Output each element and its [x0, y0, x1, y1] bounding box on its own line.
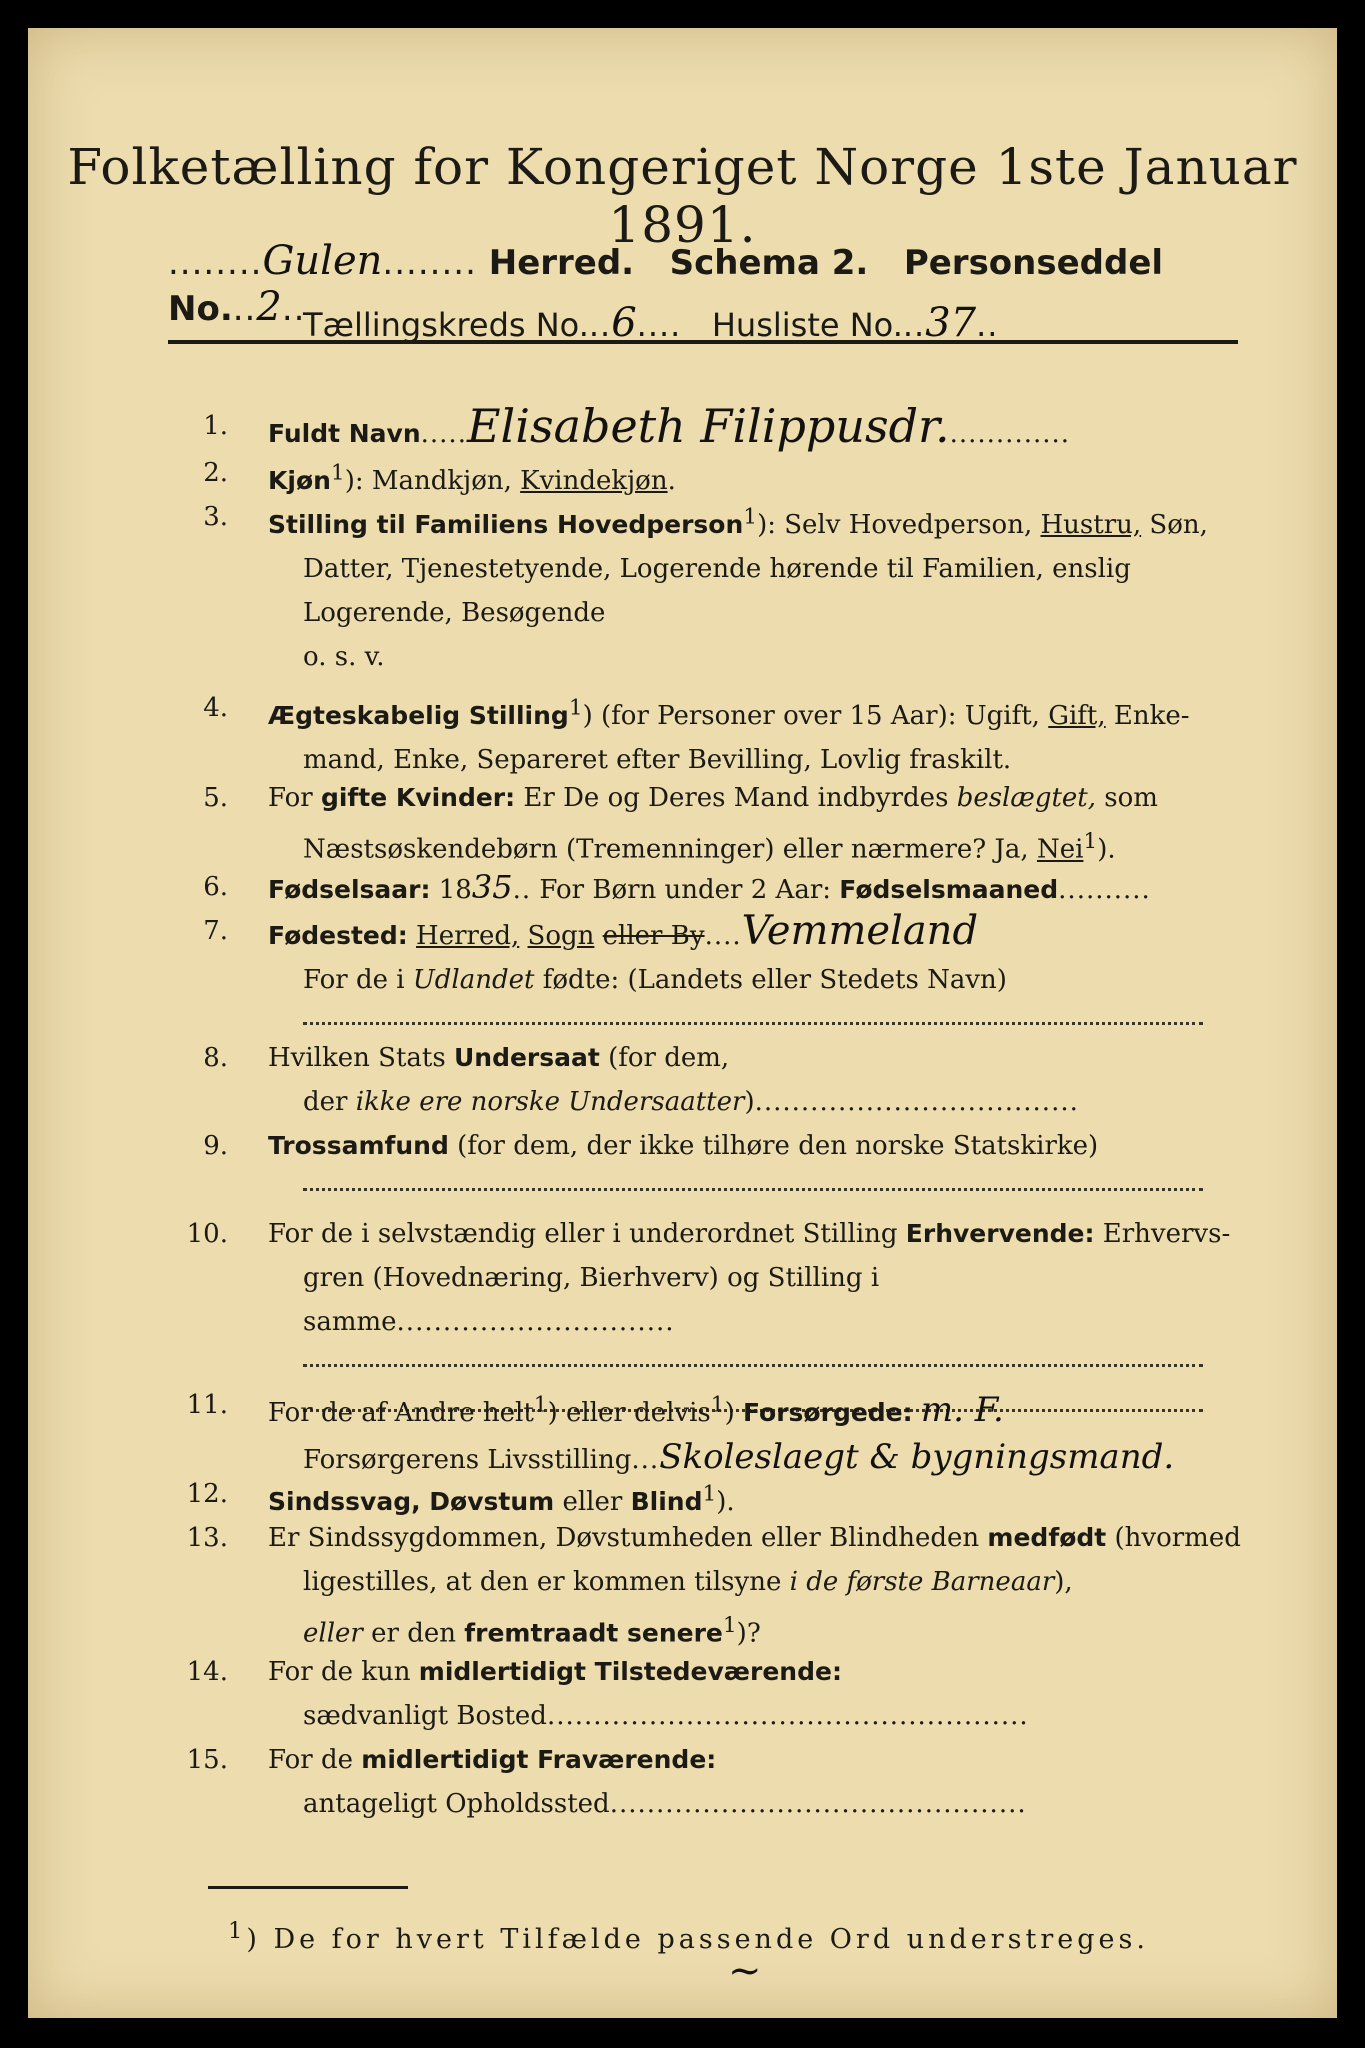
question-text: Hvilken Stats [268, 1043, 446, 1073]
question-text: (for dem, [608, 1043, 730, 1073]
question-number: 6. [203, 872, 228, 902]
question-text: Logerende, Besøgende [303, 597, 606, 628]
question-text: ikke ere norske Undersaatter [355, 1087, 745, 1117]
question-text: Enke- [1113, 700, 1190, 731]
question-label: Ægteskabelig Stilling [268, 700, 569, 730]
footnote-ref: 1 [330, 460, 345, 485]
birth-year-handwritten: 35 [471, 868, 513, 906]
question-label: Fødested: [268, 921, 408, 950]
question-text: ), [1054, 1567, 1073, 1597]
husliste-label: Husliste No. [711, 306, 903, 344]
question-label: Trossamfund [268, 1131, 449, 1160]
question-text: For de af Andre helt [268, 1397, 534, 1428]
question-label: medfødt [987, 1523, 1107, 1552]
footnote-rule [208, 1886, 408, 1889]
question-7: 7. Fødested: Herred, Sogn eller By....Vemmeland For de i Udlandet fødte: (Landets eller Stedets Navn) [168, 909, 1248, 1025]
question-text: fødte: (Landets eller Stedets Navn) [542, 965, 1007, 995]
question-label: fremtraadt senere [464, 1618, 723, 1648]
question-text: ligestilles, at den er kommen tilsyne [303, 1567, 782, 1597]
underlined-option: Gift, [1048, 700, 1106, 731]
struck-option: eller By [602, 921, 705, 951]
question-text: Næstsøskendebørn (Tremenninger) eller nærmere? Ja, [303, 834, 1029, 865]
question-text: Erhvervs- [1102, 1219, 1231, 1249]
question-text: eller [562, 1486, 623, 1517]
question-text: ). [716, 1486, 735, 1517]
underlined-option: Hustru, [1040, 509, 1142, 540]
question-text: sædvanligt Bosted [303, 1701, 547, 1731]
question-text: (hvormed [1114, 1523, 1241, 1553]
question-text: Udlandet [412, 965, 535, 995]
herred-label: Herred. [488, 243, 635, 283]
question-9 [168, 1124, 1248, 1191]
question-text: Søn, [1149, 509, 1208, 540]
provider-occupation-handwritten: Skoleslaegt & bygningsmand. [659, 1436, 1175, 1477]
question-label: Sindssvag, Døvstum [268, 1486, 555, 1516]
question-text: i de første Barneaar [789, 1567, 1055, 1597]
question-text: Datter, Tjenestetyende, Logerende hørende til Familien, enslig [303, 553, 1131, 584]
underlined-option: Herred, [416, 921, 520, 951]
provided-handwritten: m. F. [920, 1389, 1004, 1430]
question-text: ). [1097, 834, 1116, 865]
question-text: For [268, 783, 313, 813]
dotted-line [303, 1168, 1203, 1191]
question-label: gifte Kvinder: [320, 783, 516, 812]
question-text: ) (for Personer over 15 Aar): Ugift, [582, 700, 1040, 731]
question-label: Fuldt Navn [268, 419, 421, 448]
kreds-number: 6 [611, 300, 637, 346]
question-text: ) [744, 1087, 755, 1117]
question-number: 11. [186, 1390, 228, 1420]
footnote-ref: 1 [722, 1613, 737, 1638]
schema-label: Schema 2. [669, 243, 869, 283]
question-text: der [303, 1087, 348, 1117]
question-text: )? [736, 1618, 761, 1649]
question-text: gren (Hovednæring, Bierhverv) og Stilling i samme [303, 1263, 880, 1337]
footnote-ref: 1 [568, 695, 583, 720]
question-text: o. s. v. [303, 641, 385, 672]
footnote-ref: 1 [743, 504, 758, 529]
question-number: 4. [203, 693, 228, 723]
question-text: For de i selvstændig eller i underordnet Stilling [268, 1219, 898, 1249]
underlined-option: Sogn [527, 921, 595, 951]
footnote-ref: 1 [710, 1392, 725, 1417]
question-number: 5. [203, 783, 228, 813]
footnote-ref: 1 [702, 1481, 717, 1506]
question-14: 14. For de kun midlertidigt Tilstedeværende: sædvanligt Bosted.................................................... [168, 1650, 1248, 1738]
name-handwritten: Elisabeth Filippusdr. [466, 399, 950, 453]
question-text: Forsørgerens Livsstilling [303, 1444, 632, 1475]
underlined-option: Kvindekjøn [520, 465, 668, 496]
dotted-line [303, 1344, 1203, 1367]
question-text: For de kun [268, 1657, 411, 1687]
question-13 [168, 1516, 1248, 1656]
birthplace-handwritten: Vemmeland [741, 908, 979, 954]
question-11: 11. For de af Andre helt$^1$) eller delvis$^1$) Forsørgede: m. F. Forsørgerens Livsstilling...Skoleslaegt & bygningsmand. [168, 1383, 1248, 1482]
question-text: som [1104, 783, 1158, 813]
pen-mark-icon: ~ [728, 1948, 762, 1994]
question-text: ): Selv Hovedperson, [757, 509, 1033, 540]
question-15: 15. For de midlertidigt Fraværende: antageligt Opholdssted............................................. [168, 1738, 1248, 1826]
question-text: For Børn under 2 Aar: [539, 875, 832, 905]
question-label: Erhvervende: [905, 1219, 1095, 1248]
question-label: Forsørgede: [742, 1397, 913, 1427]
question-number: 8. [203, 1043, 228, 1073]
question-text: mand, Enke, Separeret efter Bevilling, Lovlig fraskilt. [303, 744, 1012, 775]
question-text: Er De og Deres Mand indbyrdes [523, 783, 949, 813]
question-text: (for dem, der ikke tilhøre den norske Statskirke) [457, 1131, 1099, 1161]
question-text: er den [371, 1618, 456, 1649]
question-8: 8. Hvilken Stats Undersaat (for dem, der ikke ere norske Undersaatter)................................... [168, 1036, 1248, 1124]
question-number: 12. [186, 1479, 228, 1509]
question-label: Fødselsmaaned [839, 875, 1059, 904]
question-number: 1. [203, 411, 228, 441]
footnote-ref: 1 [228, 1918, 247, 1944]
question-text: ): Mandkjøn, [344, 465, 512, 496]
question-5 [168, 776, 1248, 872]
question-label: midlertidigt Tilstedeværende: [418, 1657, 842, 1686]
question-10: 10. For de i selvstændig eller i underordnet Stilling Erhvervende: Erhvervs- gren (Hovednæring, Bierhverv) og Stilling i samme.............................. [168, 1212, 1248, 1412]
question-label: Undersaat [453, 1043, 600, 1072]
header-line-1: ........Gulen........ Herred. Schema 2. Personseddel No...2.. [168, 238, 1164, 330]
personseddel-number: 2 [256, 284, 282, 330]
question-label: Fødselsaar: [268, 875, 431, 904]
question-text: ) eller delvis [547, 1397, 711, 1428]
question-text: For de i [303, 965, 405, 995]
question-number: 9. [203, 1131, 228, 1161]
question-text: antageligt Opholdssted [303, 1789, 610, 1819]
form-title: Folketælling for Kongeriget Norge 1ste Januar 1891. [67, 138, 1298, 254]
question-text: Er Sindssygdommen, Døvstumheden eller Blindheden [268, 1523, 980, 1553]
question-number: 10. [186, 1219, 228, 1249]
question-text: eller [303, 1618, 363, 1649]
question-number: 15. [186, 1745, 228, 1775]
question-label: Kjøn [268, 465, 331, 495]
husliste-number: 37 [925, 300, 977, 346]
question-text: For de [268, 1745, 353, 1775]
question-label: Blind [630, 1486, 703, 1516]
census-form [28, 28, 1337, 2018]
question-number: 3. [203, 502, 228, 532]
question-1: 1. Fuldt Navn.....Elisabeth Filippusdr.............. [168, 404, 1248, 456]
question-label: midlertidigt Fraværende: [361, 1745, 717, 1774]
question-text: . [667, 465, 676, 496]
herred-handwritten: Gulen [262, 238, 383, 284]
dotted-line [303, 1002, 1203, 1025]
header-rule [168, 340, 1238, 344]
personseddel-label: Personseddel No. [168, 243, 1164, 329]
footnote [228, 1918, 1149, 1955]
header-line-2: Tællingskreds No...6.... Husliste No...37.. [303, 300, 999, 346]
underlined-option: Nei [1036, 834, 1084, 865]
kreds-label: Tællingskreds No. [303, 306, 589, 344]
footnote-ref: 1 [533, 1392, 548, 1417]
question-text: ) [724, 1397, 735, 1428]
question-number: 13. [186, 1523, 228, 1553]
footnote-ref: 1 [1083, 829, 1098, 854]
footnote-text: ) De for hvert Tilfælde passende Ord understreges. [246, 1924, 1149, 1955]
question-number: 2. [203, 458, 228, 488]
question-label: Stilling til Familiens Hovedperson [268, 509, 744, 539]
question-text: beslægtet, [956, 783, 1097, 813]
question-text: 18 [438, 875, 472, 905]
question-3 [168, 495, 1248, 679]
question-number: 7. [203, 916, 228, 946]
question-6: 6. Fødselsaar: 1835.. For Børn under 2 Aar: Fødselsmaaned.......... [168, 865, 1248, 912]
question-number: 14. [186, 1657, 228, 1687]
question-4 [168, 686, 1248, 782]
